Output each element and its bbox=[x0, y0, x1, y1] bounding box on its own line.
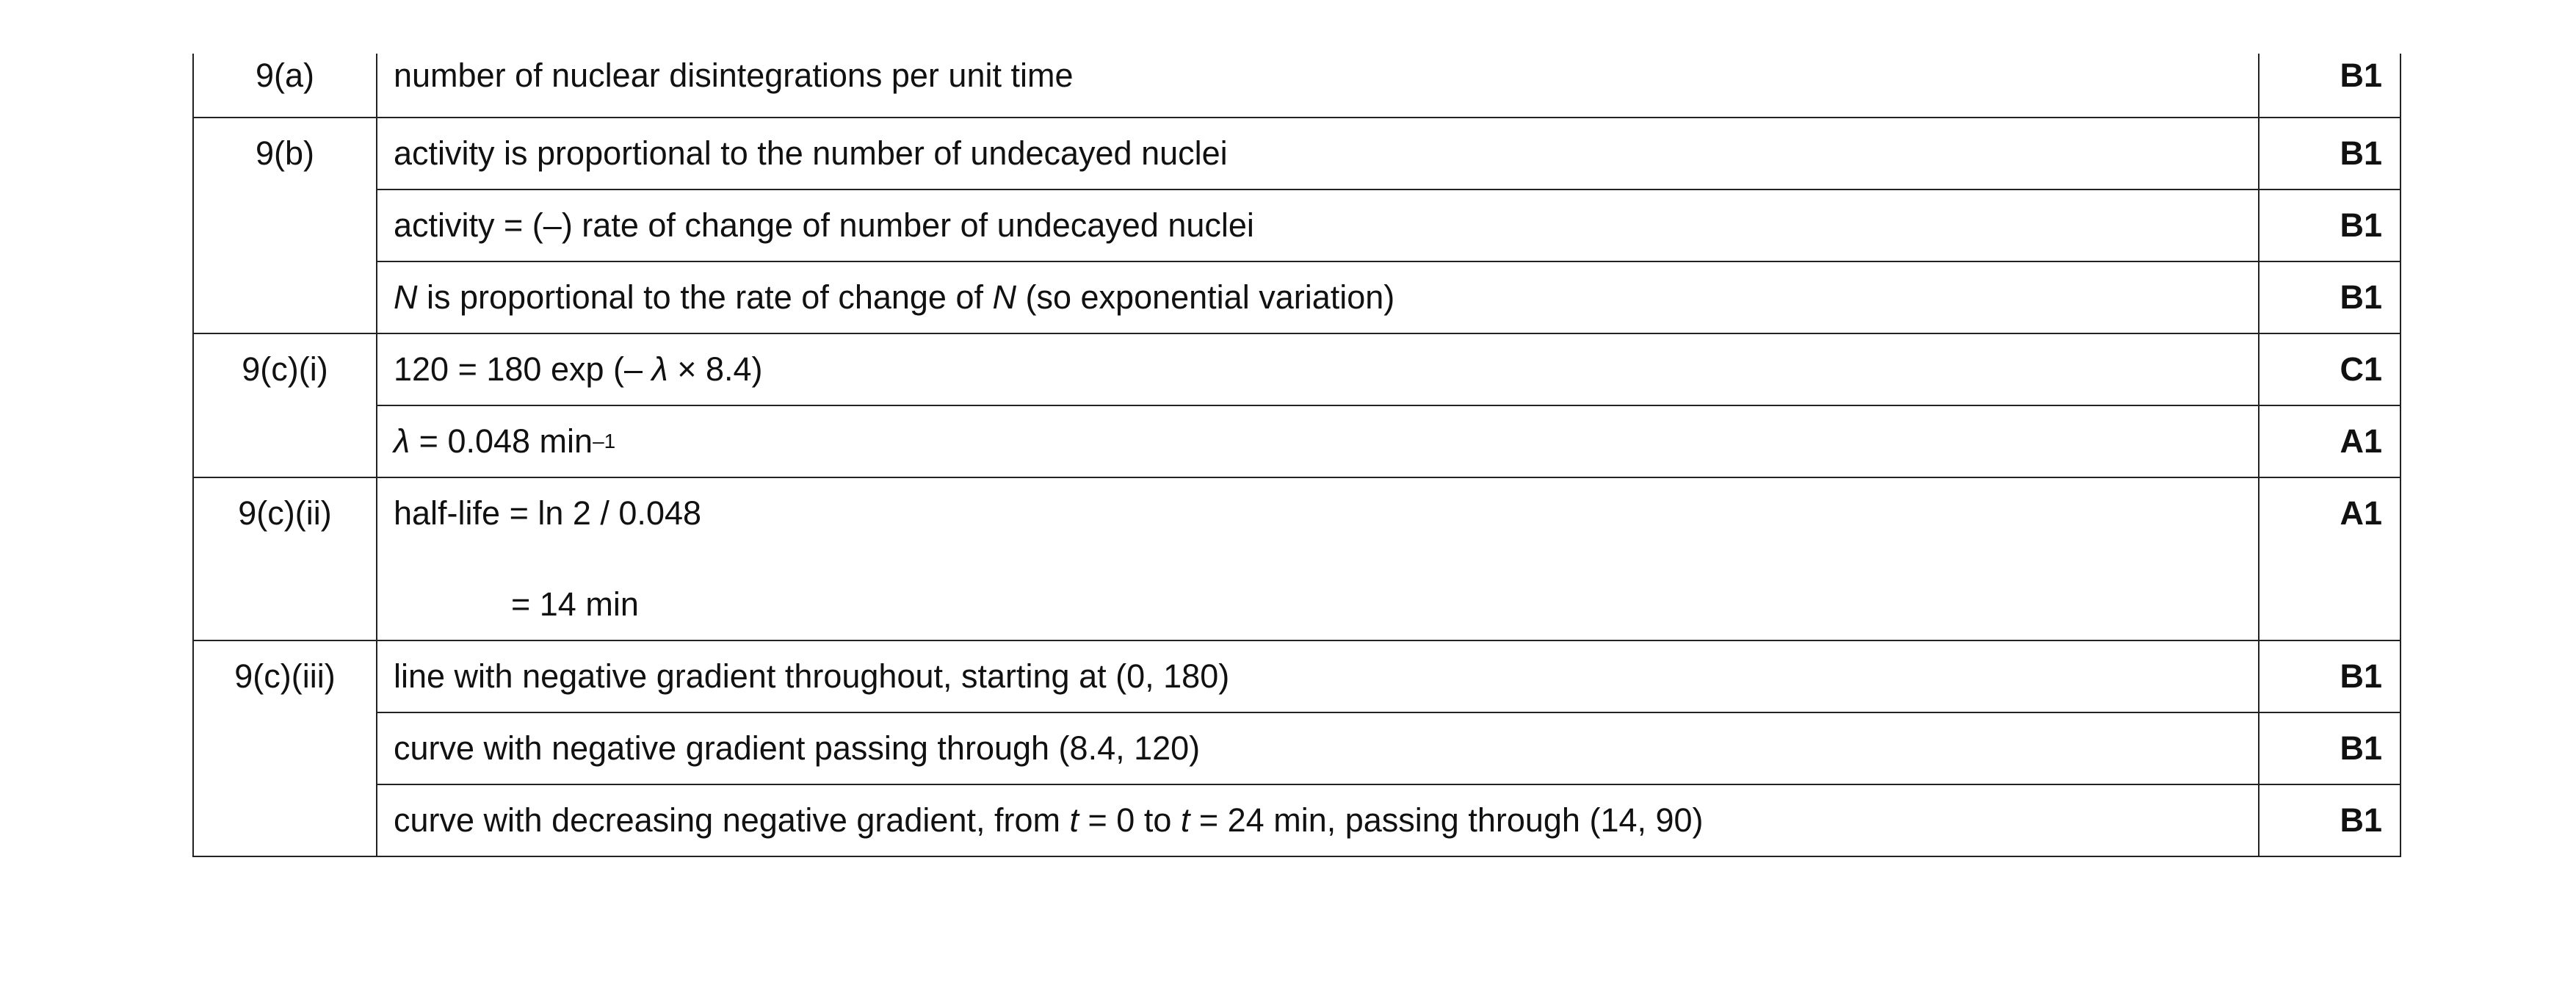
table-row bbox=[193, 190, 2400, 261]
mark-code: C1 bbox=[2259, 333, 2400, 405]
answer-fragment: is proportional to the rate of change of bbox=[417, 278, 993, 316]
table-row bbox=[193, 261, 2400, 333]
answer-text: activity is proportional to the number of undecayed nuclei bbox=[377, 118, 2259, 190]
question-number: 9(c)(ii) bbox=[193, 477, 377, 640]
answer-fragment: 120 = 180 exp (– bbox=[394, 350, 652, 388]
table-row bbox=[193, 54, 2400, 118]
question-number: 9(c)(iii) bbox=[193, 640, 377, 856]
answer-continuation: = 14 min bbox=[511, 585, 639, 623]
mark-scheme-sheet bbox=[192, 54, 2400, 857]
answer-fragment: × 8.4) bbox=[667, 350, 763, 388]
answer-fragment: curve with decreasing negative gradient, from bbox=[394, 801, 1070, 839]
answer-text bbox=[377, 261, 2259, 333]
mark-code: B1 bbox=[2259, 261, 2400, 333]
mark-code: B1 bbox=[2259, 190, 2400, 261]
answer-text: line with negative gradient throughout, starting at (0, 180) bbox=[377, 640, 2259, 712]
table-row bbox=[193, 333, 2400, 405]
answer-fragment: = 24 min, passing through (14, 90) bbox=[1190, 801, 1704, 839]
mark-code: B1 bbox=[2259, 784, 2400, 856]
answer-fragment: (so exponential variation) bbox=[1016, 278, 1395, 316]
question-number: 9(b) bbox=[193, 118, 377, 333]
exponent: –1 bbox=[593, 430, 616, 452]
lambda-symbol: λ bbox=[651, 350, 668, 388]
question-number: 9(a) bbox=[193, 54, 377, 118]
answer-text bbox=[377, 477, 2259, 640]
mark-code: A1 bbox=[2259, 477, 2400, 640]
answer-text: number of nuclear disintegrations per unit time bbox=[377, 54, 2259, 118]
table-row bbox=[193, 640, 2400, 712]
question-number: 9(c)(i) bbox=[193, 333, 377, 477]
mark-code: B1 bbox=[2259, 118, 2400, 190]
answer-text: curve with negative gradient passing through (8.4, 120) bbox=[377, 712, 2259, 784]
table-row bbox=[193, 118, 2400, 190]
answer-text bbox=[377, 784, 2259, 856]
mark-code: B1 bbox=[2259, 640, 2400, 712]
answer-text bbox=[377, 405, 2259, 477]
answer-text: activity = (–) rate of change of number of undecayed nuclei bbox=[377, 190, 2259, 261]
answer-fragment: = 0.048 min bbox=[410, 422, 593, 460]
table-row bbox=[193, 784, 2400, 856]
variable-t: t bbox=[1069, 801, 1079, 839]
answer-fragment: half-life = ln 2 / 0.048 bbox=[394, 494, 702, 532]
lambda-symbol: λ bbox=[394, 422, 410, 460]
variable-n: N bbox=[992, 278, 1016, 316]
mark-code: A1 bbox=[2259, 405, 2400, 477]
answer-fragment: = 0 to bbox=[1079, 801, 1181, 839]
variable-t: t bbox=[1180, 801, 1190, 839]
mark-code: B1 bbox=[2259, 54, 2400, 118]
table-row bbox=[193, 477, 2400, 640]
table-row bbox=[193, 712, 2400, 784]
variable-n: N bbox=[394, 278, 418, 316]
mark-code: B1 bbox=[2259, 712, 2400, 784]
answer-text bbox=[377, 333, 2259, 405]
table-row bbox=[193, 405, 2400, 477]
mark-scheme-table bbox=[192, 54, 2401, 857]
